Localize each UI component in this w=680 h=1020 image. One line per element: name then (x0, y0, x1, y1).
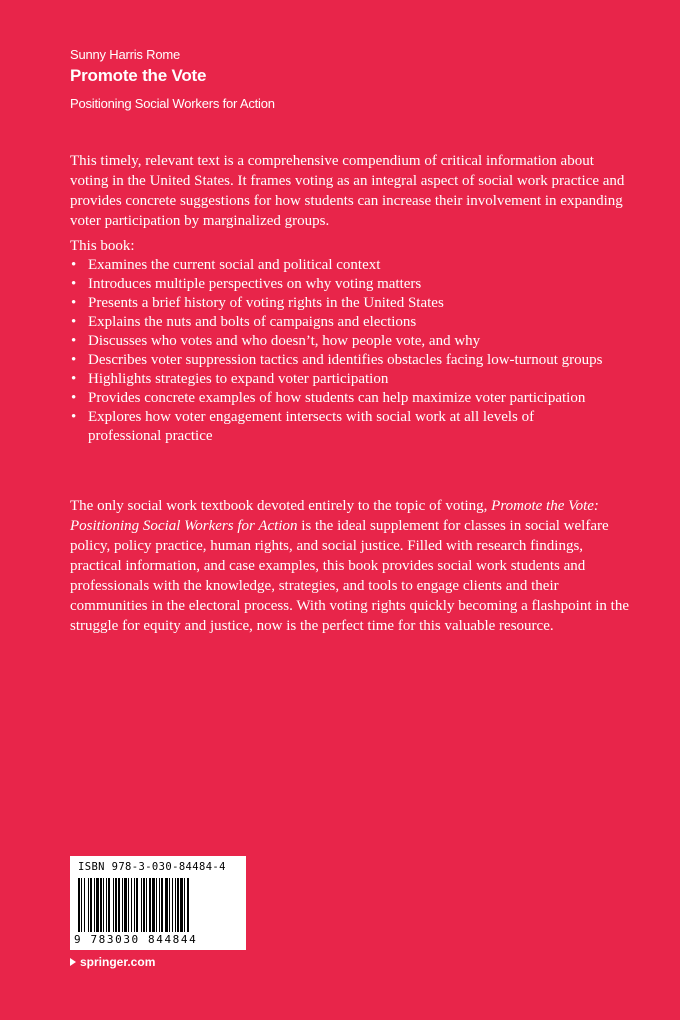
bullet-icon: • (71, 409, 77, 425)
barcode-bar (152, 878, 155, 932)
barcode-bar (94, 878, 95, 932)
author-name: Sunny Harris Rome (70, 47, 181, 62)
barcode-bar (141, 878, 142, 932)
barcode-bar (159, 878, 160, 932)
isbn-digits: 9 783030 844844 (74, 933, 198, 946)
publisher-link[interactable] (70, 955, 155, 969)
description-paragraph: This timely, relevant text is a comprehensive compendium of critical information about voting in the United States. It frames voting as an integral aspect of social work practice and provides concrete suggestions for how students can increase their involvement in expanding voter participation by marginalized groups. (70, 153, 625, 229)
isbn-barcode-box (70, 856, 246, 950)
barcode-bar (100, 878, 102, 932)
list-item: • Highlights strategies to expand voter participation (71, 371, 389, 387)
barcode-bar (184, 878, 185, 932)
barcode-icon (76, 878, 240, 932)
bullet-icon: • (71, 333, 77, 349)
barcode-bar (113, 878, 114, 932)
book-title: Promote the Vote (70, 66, 207, 85)
feature-list (70, 256, 610, 446)
list-item: • Presents a brief history of voting rights in the United States (71, 295, 444, 311)
barcode-bar (143, 878, 145, 932)
barcode-bar (124, 878, 127, 932)
barcode-bar (180, 878, 183, 932)
barcode-bar (108, 878, 110, 932)
list-item: • Describes voter suppression tactics and identifies obstacles facing low-turnout groups (71, 352, 603, 368)
barcode-bar (96, 878, 99, 932)
list-item: • Explores how voter engagement intersects with social work at all levels of professional practice (71, 409, 535, 444)
barcode-bar (156, 878, 157, 932)
barcode-bar (161, 878, 163, 932)
bullet-icon: • (71, 314, 77, 330)
barcode-bar (122, 878, 123, 932)
summary-paragraph: The only social work textbook devoted entirely to the topic of voting, Promote the Vote: Positioning Social Workers for Action is the ideal supplement for classes in social welfare policy, policy practice, human rights, and social justice. Filled with research findings, practical information, and case examples, this book provides social work students and professionals with the knowledge, strategies, and tools to engage clients and their communities in the electoral process. With voting rights quickly becoming a flashpoint in the struggle for equity and justice, now is the perfect time for this valuable resource. (70, 498, 630, 634)
barcode-bar (149, 878, 151, 932)
barcode-bar (103, 878, 104, 932)
list-intro: This book: (70, 238, 135, 254)
list-item: • Examines the current social and political context (71, 257, 381, 273)
barcode-bar (131, 878, 132, 932)
barcode-bar (81, 878, 82, 932)
bullet-icon: • (71, 295, 77, 311)
bullet-icon: • (71, 352, 77, 368)
barcode-bar (169, 878, 170, 932)
barcode-bar (175, 878, 176, 932)
list-item: • Explains the nuts and bolts of campaigns and elections (71, 314, 417, 330)
barcode-bar (165, 878, 168, 932)
bullet-icon: • (71, 390, 77, 406)
isbn-label: ISBN 978-3-030-84484-4 (78, 861, 226, 873)
barcode-bar (118, 878, 120, 932)
publisher-url: springer.com (80, 955, 156, 969)
barcode-bar (78, 878, 80, 932)
arrow-right-icon (70, 958, 76, 966)
barcode-bar (146, 878, 147, 932)
barcode-bar (115, 878, 117, 932)
list-item: • Introduces multiple perspectives on why voting matters (71, 276, 422, 292)
barcode-bar (84, 878, 85, 932)
book-title-reference: Promote the Vote: Positioning Social Workers for Action (70, 498, 599, 534)
barcode-bar (88, 878, 89, 932)
bullet-icon: • (71, 371, 77, 387)
barcode-bar (177, 878, 179, 932)
barcode-bar (134, 878, 135, 932)
bullet-icon: • (71, 276, 77, 292)
barcode-bar (90, 878, 92, 932)
barcode-bar (128, 878, 129, 932)
book-subtitle: Positioning Social Workers for Action (70, 96, 275, 111)
barcode-bar (187, 878, 189, 932)
barcode-bar (172, 878, 173, 932)
barcode-bar (136, 878, 138, 932)
list-item: • Discusses who votes and who doesn’t, how people vote, and why (71, 333, 481, 349)
bullet-icon: • (71, 257, 77, 273)
list-item: • Provides concrete examples of how students can help maximize voter participation (71, 390, 586, 406)
barcode-bar (106, 878, 107, 932)
